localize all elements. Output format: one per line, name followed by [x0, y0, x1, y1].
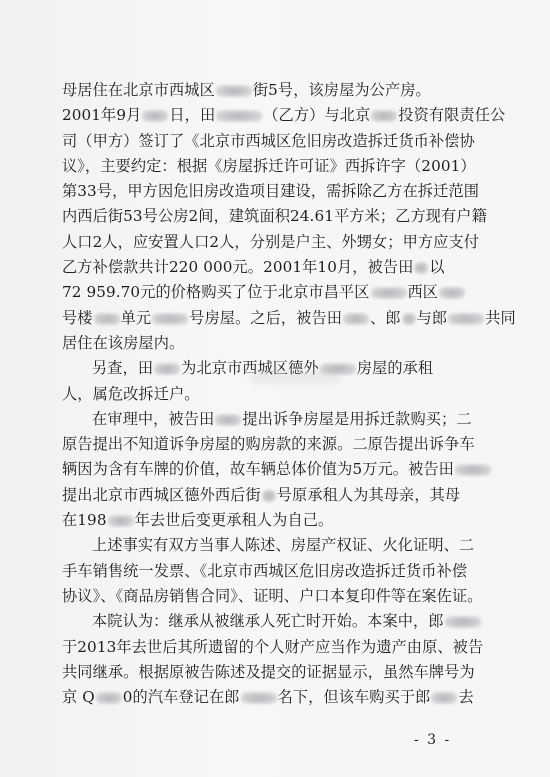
- text-segment: 人，属危改拆迁户。: [62, 384, 200, 403]
- text-segment: 号楼: [62, 308, 93, 327]
- text-segment: 房屋的承租: [356, 359, 434, 378]
- text-segment: 年去世后变更承租人为自己。: [134, 511, 334, 530]
- redaction-blur: [96, 692, 122, 704]
- text-segment: 在审理中，被告田: [92, 409, 215, 428]
- text-segment: 乙方补偿款共计220 000元。2001年10月，被告田: [62, 258, 414, 277]
- redaction-blur: [371, 287, 407, 299]
- text-segment: 母居住在北京市西城区: [62, 81, 215, 99]
- page-number: - 3 -: [414, 732, 452, 748]
- redaction-blur: [431, 692, 457, 704]
- text-segment: 人口2人，应安置人口2人，分别是户主、外甥女；甲方应支付: [62, 232, 480, 251]
- text-segment: 街5号，该房屋为公产房。: [252, 81, 431, 99]
- text-segment: 协议》、《商品房销售合同》、证明、户口本复印件等在案佐证。: [62, 586, 483, 605]
- text-line: [62, 103, 506, 128]
- text-segment: 京 Q: [62, 688, 95, 707]
- text-line: [62, 255, 482, 280]
- text-segment: （乙方）与北京: [263, 106, 371, 125]
- redaction-blur: [448, 313, 484, 325]
- text-segment: 2001年9月: [62, 106, 142, 125]
- text-segment: 西区: [407, 283, 439, 302]
- text-segment: 单元: [120, 308, 152, 327]
- text-line: [62, 508, 482, 533]
- text-line: [62, 230, 482, 255]
- text-line: [62, 559, 482, 584]
- text-line: [62, 179, 482, 204]
- text-line: [62, 204, 487, 229]
- text-segment: 、郎: [370, 308, 401, 327]
- redaction-blur: [152, 313, 188, 325]
- text-line: [62, 457, 482, 482]
- paper-smudge: [250, 370, 340, 384]
- text-segment: 于2013年去世后其所遗留的个人财产应当作为遗产由原、被告: [62, 637, 484, 656]
- redaction-blur: [94, 313, 120, 325]
- text-line: [62, 584, 482, 609]
- redaction-blur: [216, 85, 252, 97]
- text-segment: 手车销售统一发票、《北京市西城区危旧房改造拆迁货币补偿: [62, 561, 468, 580]
- redaction-blur: [445, 616, 481, 628]
- redaction-blur: [439, 287, 465, 299]
- text-line: [62, 382, 482, 407]
- text-segment: 72 959.70元的价格购买了位于北京市昌平区: [62, 283, 370, 302]
- text-line: [62, 154, 482, 179]
- text-segment: 号房屋。之后，被告田: [189, 308, 343, 327]
- redaction-blur: [215, 414, 241, 426]
- text-segment: 与郎: [416, 308, 448, 327]
- text-segment: 去: [458, 688, 474, 707]
- text-segment: 为北京市西城区德外: [181, 359, 319, 378]
- text-segment: 在198: [62, 511, 107, 530]
- text-line: [62, 432, 482, 457]
- text-line: [62, 280, 482, 305]
- text-segment: 上述事实有双方当事人陈述、房屋产权证、火化证明、二: [92, 536, 475, 555]
- text-line: [62, 483, 482, 508]
- text-segment: 提出北京市西城区德外西后街: [62, 485, 261, 504]
- text-segment: 本院认为：继承从被继承人死亡时开始。本案中，郎: [92, 612, 444, 631]
- text-segment: 投资有限责任公: [398, 106, 506, 125]
- redaction-blur: [402, 313, 416, 325]
- text-line: [62, 129, 482, 154]
- text-segment: 名下，但该车购买于郎: [277, 688, 431, 707]
- redaction-blur: [371, 110, 397, 122]
- text-segment: 提出诉争房屋是用拆迁款购买；二: [242, 409, 472, 428]
- text-segment: 共同: [485, 308, 516, 327]
- text-line: [62, 609, 482, 634]
- text-segment: 日，田: [169, 106, 216, 125]
- text-line: [62, 331, 482, 356]
- text-line: [62, 407, 482, 432]
- text-line: [62, 685, 482, 710]
- text-segment: 另查，田: [92, 359, 154, 378]
- text-line: [62, 635, 482, 660]
- text-segment: 居住在该房屋内。: [62, 333, 185, 352]
- text-line: [62, 533, 482, 558]
- text-segment: 议》，主要约定：根据《房屋拆迁许可证》西拆许字（2001）: [62, 156, 476, 175]
- text-segment: 内西后街53号公房2间，建筑面积24.61平方米；乙方现有户籍: [62, 207, 487, 226]
- redaction-blur: [241, 692, 277, 704]
- redaction-blur: [216, 110, 262, 122]
- text-segment: 第33号，甲方因危旧房改造项目建设，需拆除乙方在拆迁范围: [62, 182, 480, 201]
- text-segment: 号原承租人为其母亲，其母: [276, 485, 461, 504]
- text-line: [62, 78, 482, 103]
- redaction-blur: [455, 464, 491, 476]
- redaction-blur: [154, 363, 180, 375]
- document-body: [62, 78, 516, 710]
- redaction-blur: [108, 515, 134, 527]
- redaction-blur: [343, 313, 369, 325]
- text-segment: 原告提出不知道诉争房屋的购房款的来源。二原告提出诉争车: [62, 435, 475, 454]
- redaction-blur: [414, 262, 428, 274]
- text-segment: 共同继承。根据原被告陈述及提交的证据显示，虽然车牌号为: [62, 662, 475, 681]
- text-line: [62, 306, 516, 331]
- text-segment: 司（甲方）签订了《北京市西城区危旧房改造拆迁货币补偿协: [62, 131, 475, 150]
- redaction-blur: [262, 490, 276, 502]
- text-segment: 0的汽车登记在郎: [122, 688, 240, 707]
- redaction-blur: [142, 110, 168, 122]
- text-segment: 辆因为含有车牌的价值，故车辆总体价值为5万元。被告田: [62, 460, 454, 479]
- text-line: [62, 660, 482, 685]
- text-segment: 以: [429, 258, 445, 277]
